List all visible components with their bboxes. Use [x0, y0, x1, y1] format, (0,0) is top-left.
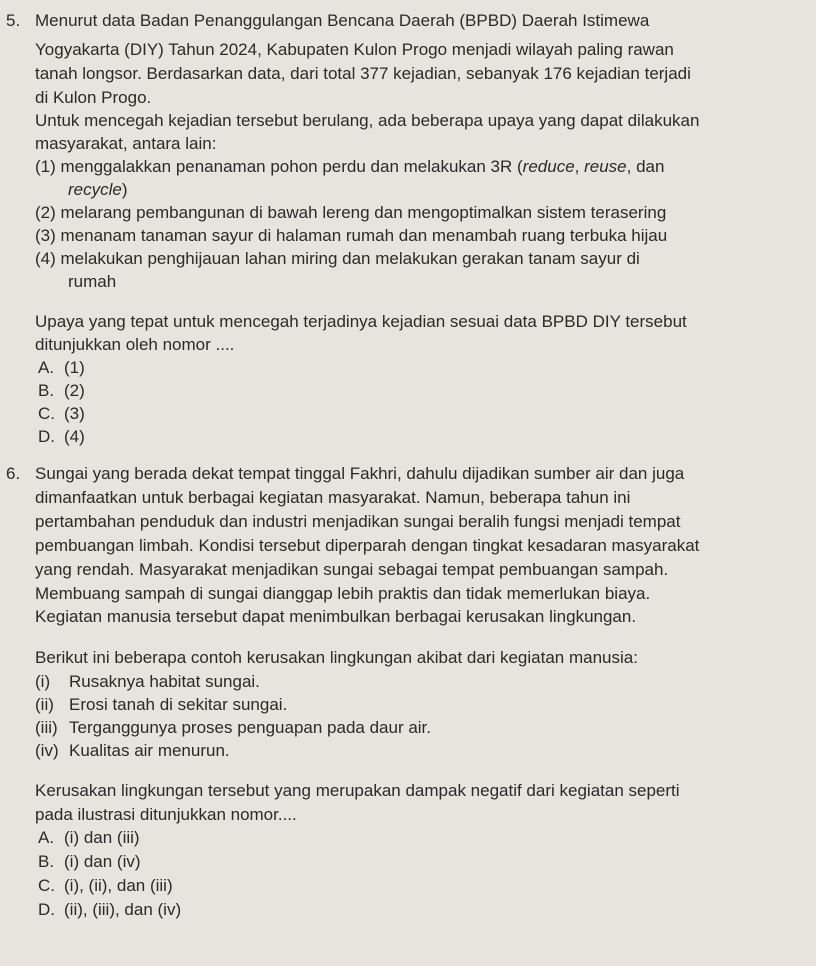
q6-option-c-letter: C.: [38, 876, 55, 895]
q6-option-b[interactable]: [38, 851, 141, 873]
q6-stem-line-1: Sungai yang berada dekat tempat tinggal Fakhri, dahulu dijadikan sumber air dan juga: [35, 464, 685, 483]
q6-item-iii: [35, 717, 431, 739]
q6-number: 6.: [6, 464, 21, 483]
q6-stem-line-2: dimanfaatkan untuk berbagai kegiatan masyarakat. Namun, beberapa tahun ini: [35, 488, 631, 507]
q5-stem-line-2: Yogyakarta (DIY) Tahun 2024, Kabupaten Kulon Progo menjadi wilayah paling rawan: [35, 40, 674, 59]
q6-item-iii-text: Terganggunya proses penguapan pada daur air.: [69, 718, 432, 737]
q5-item-1-close: ): [121, 180, 128, 199]
q5-option-c-text: (3): [64, 404, 85, 423]
q6-stem-line-4: pembuangan limbah. Kondisi tersebut diperparah dengan tingkat kesadaran masyarakat: [35, 536, 700, 555]
q5-intro-line-1: Untuk mencegah kejadian tersebut berulang, ada beberapa upaya yang dapat dilakukan: [35, 111, 700, 130]
q5-item-1-reuse: reuse: [584, 157, 627, 176]
q5-item-2-label: (2): [35, 203, 56, 222]
q5-item-2-text: melarang pembangunan di bawah lereng dan mengoptimalkan sistem terasering: [60, 203, 667, 222]
q5-item-1-text: menggalakkan penanaman pohon perdu dan melakukan 3R (: [60, 157, 523, 176]
q5-item-1-recycle: recycle: [68, 180, 122, 199]
q6-option-c-text: (i), (ii), dan (iii): [64, 876, 173, 895]
q6-item-iv-label: (iv): [35, 741, 59, 760]
q6-stem-line-6: Membuang sampah di sungai dianggap lebih praktis dan tidak memerlukan biaya.: [35, 584, 651, 603]
q6-question-line-1: Kerusakan lingkungan tersebut yang merupakan dampak negatif dari kegiatan seperti: [35, 781, 680, 800]
q6-item-iv-text: Kualitas air menurun.: [69, 741, 230, 760]
q5-option-a-letter: A.: [38, 358, 55, 377]
q6-option-b-text: (i) dan (iv): [64, 852, 141, 871]
q5-question-line-2: ditunjukkan oleh nomor ....: [35, 335, 235, 354]
q6-stem-line-7: Kegiatan manusia tersebut dapat menimbulkan berbagai kerusakan lingkungan.: [35, 607, 637, 626]
q5-item-1-label: (1): [35, 157, 56, 176]
q6-item-iii-label: (iii): [35, 718, 58, 737]
q5-item-3: [35, 225, 667, 247]
q5-number: 5.: [6, 11, 21, 30]
q5-item-4-label: (4): [35, 249, 56, 268]
q5-item-3-label: (3): [35, 226, 56, 245]
q5-option-c-letter: C.: [38, 404, 55, 423]
q6-item-ii-label: (ii): [35, 695, 54, 714]
q5-item-3-text: menanam tanaman sayur di halaman rumah dan menambah ruang terbuka hijau: [60, 226, 668, 245]
q5-option-d[interactable]: [38, 426, 85, 448]
q6-item-ii-text: Erosi tanah di sekitar sungai.: [69, 695, 288, 714]
q6-item-i-text: Rusaknya habitat sungai.: [69, 672, 260, 691]
q6-option-a-letter: A.: [38, 828, 55, 847]
q5-item-1-sep: ,: [574, 157, 585, 176]
q5-option-d-letter: D.: [38, 427, 55, 446]
q5-question-line-1: Upaya yang tepat untuk mencegah terjadinya kejadian sesuai data BPBD DIY tersebut: [35, 312, 687, 331]
q5-stem-line-4: di Kulon Progo.: [35, 88, 152, 107]
q5-stem-line-1: Menurut data Badan Penanggulangan Bencana Daerah (BPBD) Daerah Istimewa: [35, 11, 650, 30]
q5-item-4-text: melakukan penghijauan lahan miring dan melakukan gerakan tanam sayur di: [60, 249, 640, 268]
q5-item-4-cont: rumah: [68, 272, 117, 291]
q6-item-i-label: (i): [35, 672, 51, 691]
q5-option-b-text: (2): [64, 381, 85, 400]
q5-intro-line-2: masyarakat, antara lain:: [35, 134, 217, 153]
q6-option-b-letter: B.: [38, 852, 55, 871]
q6-item-i: [35, 671, 260, 693]
q6-option-d-letter: D.: [38, 900, 55, 919]
q6-stem-line-5: yang rendah. Masyarakat menjadikan sungai sebagai tempat pembuangan sampah.: [35, 560, 669, 579]
q5-option-a-text: (1): [64, 358, 85, 377]
q6-item-iv: [35, 740, 230, 762]
q6-option-c[interactable]: [38, 875, 173, 897]
q5-option-d-text: (4): [64, 427, 85, 446]
q5-item-2: [35, 202, 666, 224]
q6-option-d[interactable]: [38, 899, 181, 921]
q5-item-1-dan: , dan: [626, 157, 665, 176]
q6-stem-line-3: pertambahan penduduk dan industri menjadikan sungai beralih fungsi menjadi tempat: [35, 512, 681, 531]
q5-item-4: [35, 248, 640, 270]
q5-item-1-reduce: reduce: [522, 157, 575, 176]
q5-option-a[interactable]: [38, 357, 85, 379]
q5-option-c[interactable]: [38, 403, 85, 425]
q5-item-1: [35, 156, 664, 178]
q5-option-b-letter: B.: [38, 381, 55, 400]
q6-option-a-text: (i) dan (iii): [64, 828, 140, 847]
q5-item-1-cont: [68, 179, 128, 201]
q6-item-ii: [35, 694, 287, 716]
q5-option-b[interactable]: [38, 380, 85, 402]
q6-question-line-2: pada ilustrasi ditunjukkan nomor....: [35, 805, 297, 824]
q6-intro: Berikut ini beberapa contoh kerusakan lingkungan akibat dari kegiatan manusia:: [35, 648, 638, 667]
q5-stem-line-3: tanah longsor. Berdasarkan data, dari total 377 kejadian, sebanyak 176 kejadian terjadi: [35, 64, 691, 83]
q6-option-a[interactable]: [38, 827, 140, 849]
q6-option-d-text: (ii), (iii), dan (iv): [64, 900, 182, 919]
